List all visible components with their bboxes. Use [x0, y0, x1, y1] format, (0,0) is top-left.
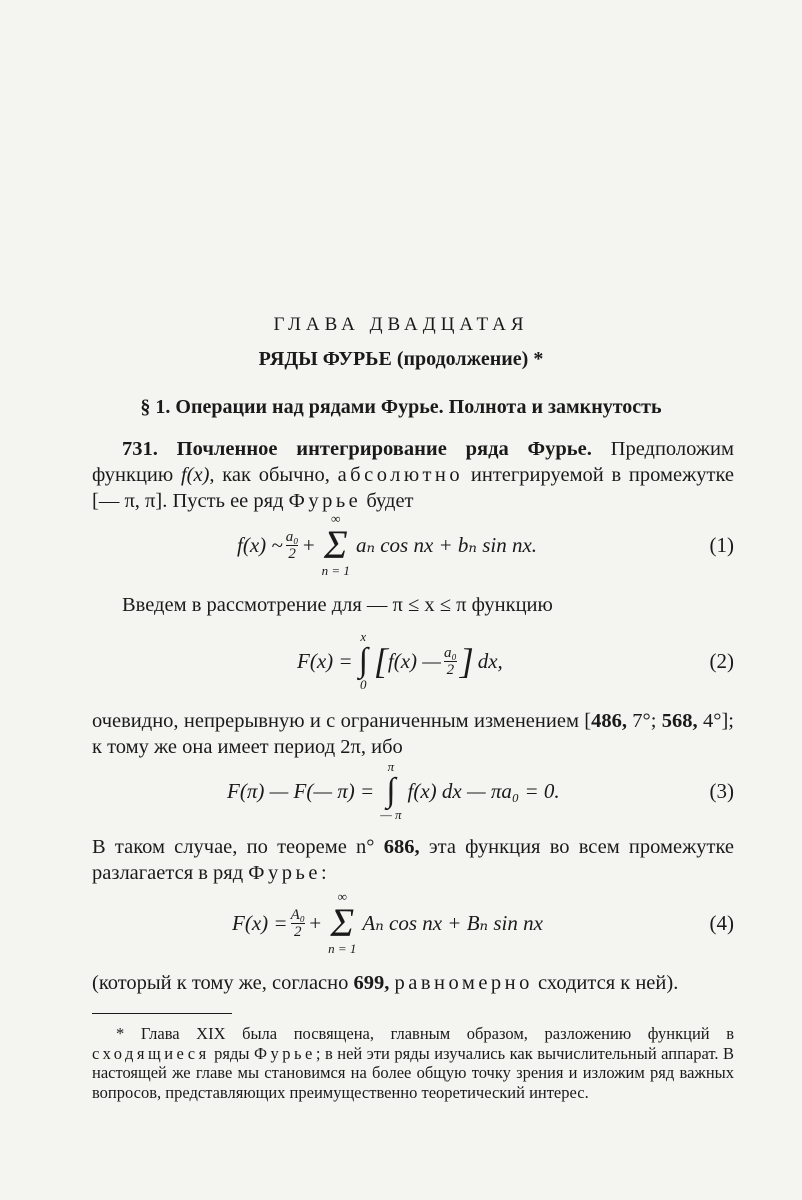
eq2-inner: f(x) —	[387, 648, 441, 673]
text-run: :	[320, 862, 327, 884]
text-run: интегрируемой в промежутке [— π, π]. Пусть ее ряд	[92, 464, 734, 512]
int-upper: π	[387, 759, 395, 774]
equation-1	[92, 510, 734, 580]
denominator: 2	[446, 661, 455, 678]
text-run: * Глава XIX была посвящена, главным образом, разложению функций в	[116, 1024, 734, 1043]
paragraph-intro-F: Введем в рассмотрение для — π ≤ x ≤ π функцию	[122, 594, 553, 616]
plus-sign: +	[307, 910, 323, 935]
fraction	[444, 645, 457, 678]
paragraph-731	[92, 436, 734, 514]
spaced-text: абсолютно	[337, 464, 464, 486]
summation	[328, 890, 356, 956]
equation-number: (3)	[709, 778, 734, 803]
paragraph-theorem	[92, 834, 734, 886]
eq2-dx: dx,	[477, 648, 503, 673]
sigma-symbol: Σ	[330, 900, 355, 945]
text-run: 4°]; к тому же она имеет период 2π, ибо	[92, 710, 734, 758]
text-run: будет	[361, 490, 414, 512]
integral-symbol: ∫	[386, 772, 396, 809]
fraction	[291, 907, 305, 940]
numerator: A₀	[290, 906, 305, 923]
equation-number: (2)	[709, 648, 734, 673]
footnote-rule	[92, 1013, 232, 1014]
ref-number: 486,	[591, 710, 627, 732]
equation-4	[92, 888, 734, 958]
article-number: 731.	[122, 438, 158, 460]
equation-3-body	[227, 756, 560, 826]
paragraph-continuous	[92, 708, 734, 760]
integral-symbol: ∫	[358, 642, 368, 679]
plus-sign: +	[301, 532, 316, 557]
article-heading: Почленное интегрирование ряда Фурье.	[157, 438, 592, 460]
int-lower: 0	[359, 677, 367, 692]
section-title: § 1. Операции над рядами Фурье. Полнота и замкнутость	[140, 396, 662, 418]
ref-number: 568,	[661, 710, 698, 732]
math-fx: f(x)	[180, 464, 210, 486]
eq2-lhs: F(x) =	[297, 648, 353, 673]
eq1-rhs: aₙ cos nx + bₙ sin nx.	[355, 532, 538, 557]
integral	[380, 760, 401, 822]
text-run: В таком случае, по теореме n°	[92, 836, 384, 858]
text-run: эта функция во всем промежутке разлагается в ряд	[92, 836, 735, 884]
eq4-lhs: F(x) =	[232, 910, 288, 935]
eq3-lhs: F(π) — F(— π) =	[227, 778, 375, 803]
text-run: ; в ней эти ряды изучались как вычислительный аппарат. В настоящей же главе мы становимся на более общую точку зрения и изложим ряд важных вопросов, представляющих преимущественно теоретический интерес.	[92, 1043, 734, 1102]
equation-3	[92, 756, 734, 826]
text-run: сходится к ней).	[532, 972, 679, 994]
equation-2-body	[297, 626, 503, 696]
int-upper: x	[360, 629, 367, 644]
numerator: a₀	[443, 644, 457, 661]
sum-lower: n = 1	[321, 563, 350, 578]
paragraph-uniform	[92, 970, 734, 996]
text-run: очевидно, непрерывную и с ограниченным изменением [	[92, 710, 592, 732]
sum-upper: ∞	[337, 889, 347, 904]
footnote	[92, 1024, 734, 1102]
equation-1-body	[237, 510, 537, 580]
left-bracket: [	[373, 641, 388, 681]
equation-number: (4)	[709, 910, 734, 935]
text-run: ряды	[209, 1043, 254, 1063]
denominator: 2	[288, 545, 296, 562]
spaced-text: Фурье	[248, 862, 321, 884]
equation-number: (1)	[709, 532, 734, 557]
ref-number: 699,	[353, 972, 390, 994]
spaced-text: Фурье	[288, 490, 362, 512]
eq3-rhs: f(x) dx — πa₀ = 0.	[407, 778, 560, 803]
ref-number: 686,	[383, 836, 420, 858]
sum-lower: n = 1	[328, 941, 357, 956]
text-run: Предположим функцию	[92, 438, 734, 486]
sigma-symbol: Σ	[323, 522, 348, 567]
chapter-title: РЯДЫ ФУРЬЕ (продолжение) *	[258, 348, 544, 370]
eq4-rhs: Aₙ cos nx + Bₙ sin nx	[362, 910, 543, 935]
numerator: a₀	[285, 528, 299, 545]
text-run: (который к тому же, согласно	[92, 972, 354, 994]
int-lower: — π	[380, 807, 402, 822]
denominator: 2	[294, 923, 302, 940]
integral	[359, 630, 368, 692]
fraction	[286, 529, 299, 562]
spaced-text: сходящиеся	[92, 1043, 210, 1063]
summation	[322, 512, 350, 578]
equation-4-body	[232, 888, 543, 958]
chapter-label: ГЛАВА ДВАДЦАТАЯ	[273, 314, 529, 335]
right-bracket: ]	[459, 641, 474, 681]
text-run: , как обычно,	[209, 464, 338, 486]
spaced-text: равномерно	[394, 972, 533, 994]
sum-upper: ∞	[331, 511, 341, 526]
spaced-text: Фурье	[254, 1043, 316, 1063]
text-run: 7°;	[626, 710, 662, 732]
eq1-lhs: f(x) ~	[237, 532, 283, 557]
equation-2	[92, 626, 734, 696]
